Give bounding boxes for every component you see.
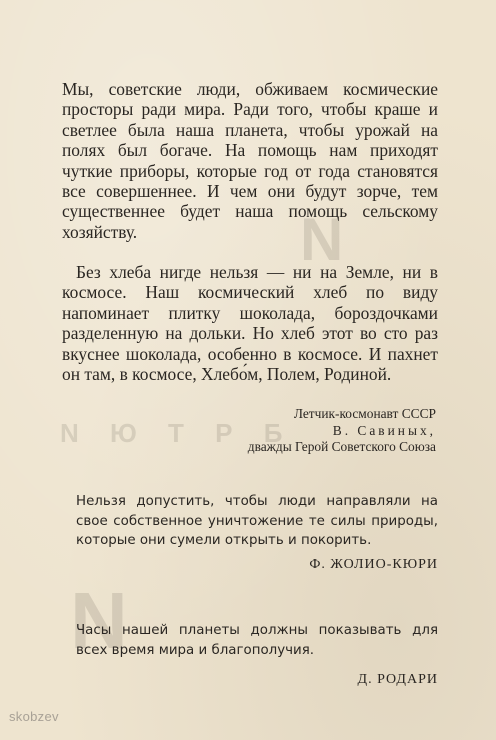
quote-rodari: Часы нашей планеты должны показывать для всех время мира и благополучия.	[76, 623, 438, 658]
watermark: skobzev	[9, 709, 59, 724]
quote-author-rodari: Д. РОДАРИ	[357, 672, 438, 687]
bleed-through-mark: N	[70, 576, 130, 665]
signature-name: В. Савиных,	[332, 422, 436, 438]
quote-joliot-curie: Нельзя допустить, чтобы люди направляли на свое собственное уничтожение те силы природы, которые они сумели открыть и покорить.	[76, 494, 438, 549]
cosmonaut-signature	[248, 406, 436, 456]
main-paragraph-1: Мы, советские люди, обживаем космические просторы ради мира. Ради того, чтобы краше и светлее была наша планета, чтобы урожай на полях был богаче. На помощь нам приходят чуткие приборы, которые год от года становятся все совершеннее. И чем они будут зорче, тем существеннее будет наша помощь сельскому хозяйству.	[62, 79, 438, 242]
signature-honor: дважды Герой Советского Союза	[247, 439, 436, 455]
bleed-through-mark: N Ю Т Р Б	[60, 418, 295, 448]
bleed-through-mark: N	[300, 206, 350, 273]
signature-title: Летчик-космонавт СССР	[293, 406, 436, 421]
quote-author-joliot-curie: Ф. ЖОЛИО-КЮРИ	[309, 557, 438, 572]
main-paragraph-2: Без хлеба нигде нельзя — ни на Земле, ни в космосе. Наш космический хлеб по виду напоминает плитку шоколада, бороздочками разделенную на дольки. Но хлеб этот во сто раз вкуснее шоколада, особенно в космосе. И пахнет он там, в космосе, Хлебо́м, Полем, Родиной.	[62, 262, 438, 385]
